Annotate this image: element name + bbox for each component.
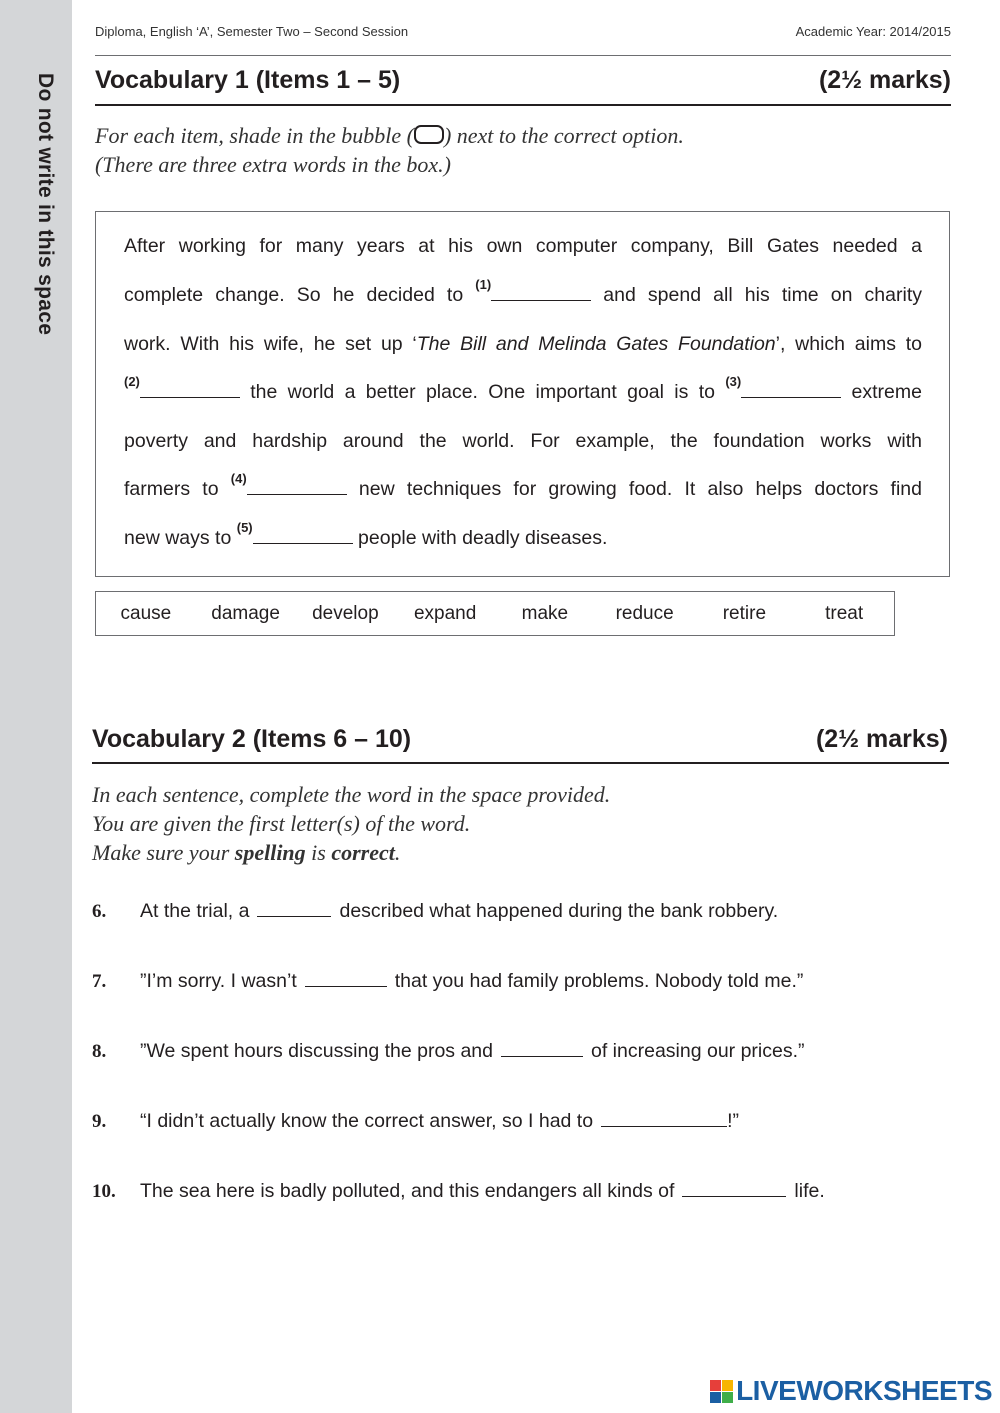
- question-7: [92, 970, 803, 993]
- instr-bold-correct: correct: [331, 840, 395, 865]
- question-8: [92, 1040, 805, 1063]
- question-6: [92, 900, 778, 923]
- logo-square: [710, 1380, 721, 1391]
- question-text: of increasing our prices.”: [591, 1040, 805, 1062]
- answer-blank-10[interactable]: [682, 1182, 786, 1197]
- passage-text: people with deadly diseases.: [358, 527, 608, 549]
- word-option: retire: [722, 602, 767, 624]
- question-text: life.: [794, 1180, 825, 1202]
- passage-line-5: poverty and hardship around the world. For example, the foundation works with: [124, 430, 922, 452]
- vocab1-title: Vocabulary 1 (Items 1 – 5): [95, 66, 401, 94]
- passage-line-2: [124, 277, 922, 307]
- vocab2-marks: (2½ marks): [815, 725, 948, 753]
- question-text: The sea here is badly polluted, and this endangers all kinds of: [140, 1180, 675, 1202]
- instr-line-2: You are given the first letter(s) of the word.: [92, 811, 471, 836]
- word-option: develop: [312, 602, 379, 624]
- gap-4-blank[interactable]: [247, 480, 347, 495]
- gap-5-blank[interactable]: [253, 529, 353, 544]
- margin-strip: [0, 0, 72, 1413]
- question-9: [92, 1110, 739, 1133]
- header-divider: [95, 55, 951, 56]
- answer-blank-9[interactable]: [601, 1112, 727, 1127]
- instr-line2: (There are three extra words in the box.): [95, 152, 451, 177]
- logo-square: [710, 1392, 721, 1403]
- question-text: “I didn’t actually know the correct answer, so I had to: [140, 1110, 594, 1132]
- answer-blank-8[interactable]: [501, 1042, 583, 1057]
- vocab2-rule: [92, 762, 949, 764]
- answer-blank-7[interactable]: [305, 972, 387, 987]
- logo-square: [722, 1392, 733, 1403]
- passage-text: and spend all his time on charity: [603, 284, 922, 306]
- word-option: cause: [120, 602, 172, 624]
- question-text: ”We spent hours discussing the pros and: [140, 1040, 493, 1062]
- vocab1-marks: (2½ marks): [818, 66, 951, 94]
- word-option: make: [521, 602, 569, 624]
- question-number: 10.: [92, 1181, 116, 1202]
- passage-text: the world a better place. One important goal is to: [250, 381, 715, 403]
- passage-line-1: After working for many years at his own computer company, Bill Gates needed a: [124, 235, 922, 257]
- gap-number-1: (1): [475, 277, 492, 292]
- word-bank: [95, 591, 895, 636]
- vocab2-title: Vocabulary 2 (Items 6 – 10): [92, 725, 412, 753]
- gap-3-blank[interactable]: [741, 383, 841, 398]
- logo-square: [722, 1380, 733, 1391]
- instr-bold-spelling: spelling: [234, 840, 306, 865]
- instr-line-1: In each sentence, complete the word in the space provided.: [92, 782, 611, 807]
- vocab2-instructions: [92, 780, 610, 867]
- gap-number-4: (4): [230, 471, 247, 486]
- header-course: Diploma, English ‘A’, Semester Two – Second Session: [95, 24, 409, 39]
- answer-blank-6[interactable]: [257, 902, 331, 917]
- instr-part-b: ) next to the correct option.: [443, 123, 684, 148]
- question-number: 9.: [92, 1111, 107, 1132]
- question-text: At the trial, a: [140, 900, 250, 922]
- word-option: treat: [825, 602, 864, 624]
- passage-text: work. With his wife, he set up ‘: [124, 333, 417, 355]
- passage-line-7: [124, 520, 922, 550]
- passage-line-3: [124, 333, 922, 356]
- instr-text: is: [305, 840, 332, 865]
- gap-number-3: (3): [725, 374, 742, 389]
- instr-text: Make sure your: [92, 840, 235, 865]
- passage-line-6: [124, 471, 922, 501]
- question-10: [92, 1180, 825, 1203]
- passage-line-4: [124, 374, 922, 404]
- vocab1-rule: [95, 104, 951, 106]
- question-text: !”: [727, 1110, 739, 1132]
- passage-text: farmers to: [124, 478, 219, 500]
- question-text: described what happened during the bank robbery.: [339, 900, 779, 922]
- instr-text: .: [394, 840, 401, 865]
- header-year: Academic Year: 2014/2015: [795, 24, 951, 39]
- foundation-name: The Bill and Melinda Gates Foundation: [416, 333, 776, 355]
- word-option: expand: [413, 602, 477, 624]
- question-number: 7.: [92, 971, 107, 992]
- question-text: that you had family problems. Nobody told me.”: [394, 970, 804, 992]
- question-number: 8.: [92, 1041, 107, 1062]
- question-text: ”I’m sorry. I wasn’t: [140, 970, 297, 992]
- passage-text: ’, which aims to: [775, 333, 922, 355]
- gap-1-blank[interactable]: [491, 286, 591, 301]
- passage-text: new ways to: [124, 527, 232, 549]
- question-number: 6.: [92, 901, 107, 922]
- logo-mark-icon: [710, 1380, 733, 1403]
- liveworksheets-logo: [710, 1375, 992, 1407]
- do-not-write-note: Do not write in this space: [34, 73, 57, 336]
- instr-part-a: For each item, shade in the bubble (: [95, 123, 414, 148]
- gap-number-2: (2): [124, 374, 140, 389]
- gap-2-blank[interactable]: [140, 383, 240, 398]
- word-option: reduce: [615, 602, 674, 624]
- bubble-icon: [414, 125, 444, 144]
- word-option: damage: [211, 602, 280, 624]
- logo-text: LIVEWORKSHEETS: [736, 1375, 992, 1406]
- passage-text: extreme: [851, 381, 922, 403]
- vocab1-instructions: [95, 121, 684, 179]
- instr-line-3: [92, 840, 400, 865]
- passage-text: complete change. So he decided to: [124, 284, 464, 306]
- passage-text: new techniques for growing food. It also helps doctors find: [358, 478, 922, 500]
- gap-number-5: (5): [236, 520, 253, 535]
